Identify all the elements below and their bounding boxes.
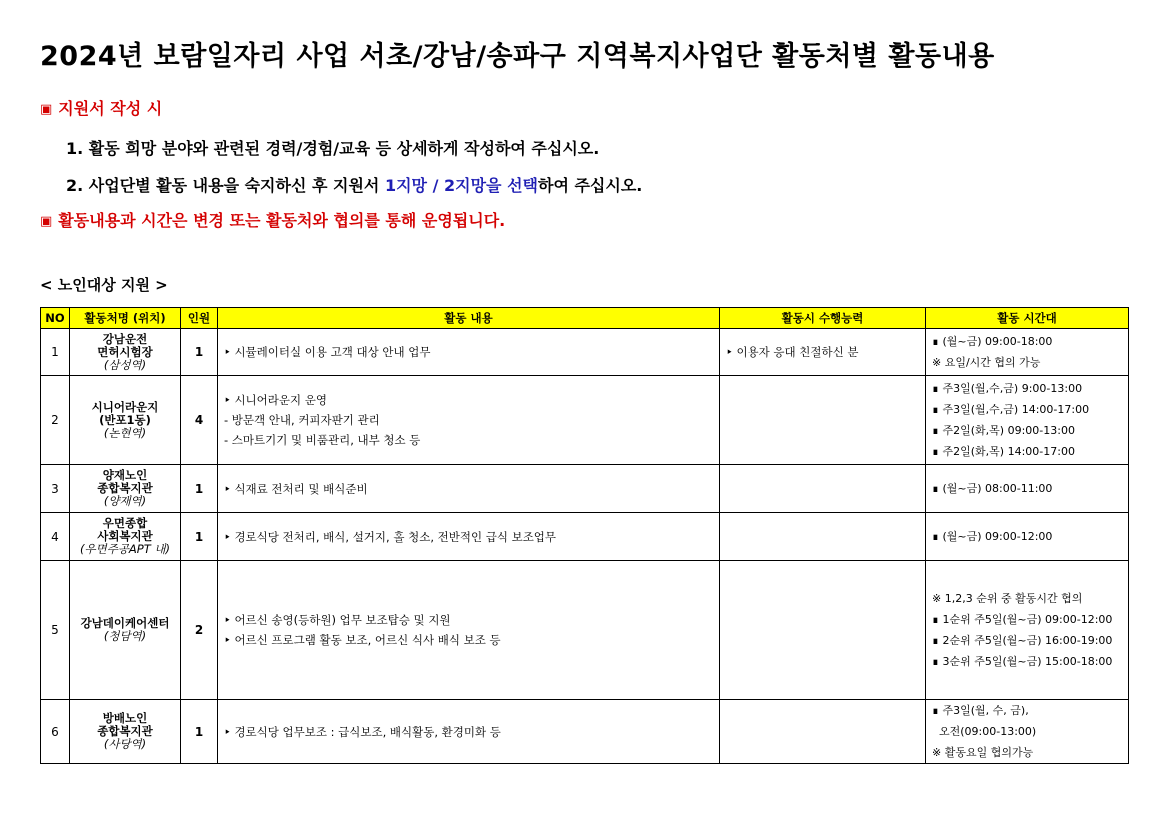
notice-section-change xyxy=(40,208,505,231)
place-name-line: 종합복지관 xyxy=(97,724,153,738)
row-activity xyxy=(218,700,720,764)
row-headcount: 1 xyxy=(181,329,218,376)
table-header-row xyxy=(41,308,1129,329)
table-row xyxy=(41,561,1129,700)
row-headcount: 4 xyxy=(181,376,218,465)
row-activity xyxy=(218,329,720,376)
row-ability xyxy=(720,700,926,764)
header-no: NO xyxy=(41,308,70,329)
row-activity xyxy=(218,465,720,513)
row-headcount: 1 xyxy=(181,700,218,764)
row-time xyxy=(926,376,1129,465)
row-ability: ‣ 이용자 응대 친절하신 분 xyxy=(720,329,926,376)
time-line: ∎ 3순위 주5일(월~금) 15:00-18:00 xyxy=(932,655,1113,668)
row-place xyxy=(70,561,181,700)
table-row xyxy=(41,376,1129,465)
activity-line: ‣ 경로식당 전처리, 배식, 설거지, 홀 청소, 전반적인 급식 보조업무 xyxy=(224,529,557,544)
row-time xyxy=(926,513,1129,561)
row-place xyxy=(70,376,181,465)
time-line: ∎ 주3일(월, 수, 금), xyxy=(932,704,1029,717)
notice-line-1: 1. 활동 희망 분야와 관련된 경력/경험/교육 등 상세하게 작성하여 주십시오. xyxy=(66,139,600,158)
row-time xyxy=(926,465,1129,513)
notice-line-2 xyxy=(66,173,642,196)
time-line: ∎ (월~금) 09:00-12:00 xyxy=(932,530,1053,543)
table-row xyxy=(41,513,1129,561)
place-name-line: 강남데이케어센터 xyxy=(80,616,170,630)
row-no: 4 xyxy=(41,513,70,561)
place-name-line: 방배노인 xyxy=(102,711,148,725)
place-name-line: 종합복지관 xyxy=(97,481,153,495)
place-name-line: 양재노인 xyxy=(102,468,148,482)
place-name-line: (반포1동) xyxy=(99,412,151,427)
row-activity xyxy=(218,513,720,561)
time-line: ∎ 주3일(월,수,금) 14:00-17:00 xyxy=(932,403,1090,416)
time-line: ∎ (월~금) 09:00-18:00 xyxy=(932,335,1053,348)
activity-line: - 스마트기기 및 비품관리, 내부 청소 등 xyxy=(224,433,421,447)
table-row xyxy=(41,465,1129,513)
notice-section-apply xyxy=(40,96,162,119)
place-name-line: 우면종합 xyxy=(102,516,148,530)
row-ability xyxy=(720,465,926,513)
time-line: ※ 활동요일 협의가능 xyxy=(932,746,1034,759)
header-time: 활동 시간대 xyxy=(926,308,1129,329)
time-line: 오전(09:00-13:00) xyxy=(932,725,1037,738)
notice-section-apply-label: 지원서 작성 시 xyxy=(58,99,163,118)
row-headcount: 1 xyxy=(181,465,218,513)
table-row xyxy=(41,329,1129,376)
place-name-line: 시니어라운지 xyxy=(91,399,159,414)
time-line: ∎ 주2일(화,목) 14:00-17:00 xyxy=(932,445,1075,458)
place-location: (논현역) xyxy=(103,425,147,440)
time-line: ∎ 1순위 주5일(월~금) 09:00-12:00 xyxy=(932,613,1113,626)
section-subheading: < 노인대상 지원 > xyxy=(40,276,168,294)
activity-line: ‣ 경로식당 업무보조 : 급식보조, 배식활동, 환경미화 등 xyxy=(224,724,501,739)
activity-table xyxy=(40,307,1129,764)
notice-line-2-post: 하여 주십시오. xyxy=(537,176,643,195)
place-name-line: 면허시험장 xyxy=(97,344,153,359)
row-ability xyxy=(720,561,926,700)
time-line: ※ 요일/시간 협의 가능 xyxy=(932,356,1041,369)
notice-line-2-pre: 2. 사업단별 활동 내용을 숙지하신 후 지원서 xyxy=(66,176,385,195)
header-activity: 활동 내용 xyxy=(218,308,720,329)
row-activity xyxy=(218,376,720,465)
place-location: (양재역) xyxy=(103,494,147,508)
header-ability: 활동시 수행능력 xyxy=(720,308,926,329)
time-line: ∎ (월~금) 08:00-11:00 xyxy=(932,482,1053,495)
row-place xyxy=(70,700,181,764)
row-ability xyxy=(720,376,926,465)
notice-section-change-label: 활동내용과 시간은 변경 또는 활동처와 협의를 통해 운영됩니다. xyxy=(58,211,506,230)
notice-line-2-highlight: 1지망 / 2지망을 선택 xyxy=(384,176,538,195)
page-title: 2024년 보람일자리 사업 서초/강남/송파구 지역복지사업단 활동처별 활동내용 xyxy=(40,41,995,72)
row-no: 1 xyxy=(41,329,70,376)
row-ability xyxy=(720,513,926,561)
place-name-line: 강남운전 xyxy=(102,331,148,346)
row-place xyxy=(70,329,181,376)
activity-line: ‣ 시뮬레이터실 이용 고객 대상 안내 업무 xyxy=(224,345,431,359)
row-time xyxy=(926,700,1129,764)
row-place xyxy=(70,465,181,513)
row-no: 5 xyxy=(41,561,70,700)
place-location: (사당역) xyxy=(103,737,147,751)
table-body xyxy=(41,329,1129,764)
place-name-line: 사회복지관 xyxy=(97,529,153,543)
row-place xyxy=(70,513,181,561)
row-no: 2 xyxy=(41,376,70,465)
activity-line: ‣ 어르신 송영(등하원) 업무 보조탑승 및 지원 xyxy=(224,613,451,627)
time-line: ∎ 주3일(월,수,금) 9:00-13:00 xyxy=(932,382,1083,395)
activity-line: - 방문객 안내, 커피자판기 관리 xyxy=(224,413,380,427)
place-location: (청담역) xyxy=(103,629,147,643)
time-line: ※ 1,2,3 순위 중 활동시간 협의 xyxy=(932,592,1083,605)
time-line: ∎ 2순위 주5일(월~금) 16:00-19:00 xyxy=(932,634,1113,647)
square-bullet-icon: ▣ xyxy=(40,102,53,117)
time-line: ∎ 주2일(화,목) 09:00-13:00 xyxy=(932,424,1075,437)
row-activity xyxy=(218,561,720,700)
row-time xyxy=(926,329,1129,376)
header-place: 활동처명 (위치) xyxy=(70,308,181,329)
activity-line: ‣ 식재료 전처리 및 배식준비 xyxy=(224,481,368,496)
row-no: 3 xyxy=(41,465,70,513)
row-headcount: 2 xyxy=(181,561,218,700)
place-location: (우면주공APT 내) xyxy=(80,542,170,556)
row-time xyxy=(926,561,1129,700)
activity-line: ‣ 어르신 프로그램 활동 보조, 어르신 식사 배식 보조 등 xyxy=(224,633,501,647)
row-headcount: 1 xyxy=(181,513,218,561)
place-location: (삼성역) xyxy=(103,357,147,372)
square-bullet-icon: ▣ xyxy=(40,214,53,229)
row-no: 6 xyxy=(41,700,70,764)
table-row xyxy=(41,700,1129,764)
header-count: 인원 xyxy=(181,308,218,329)
activity-line: ‣ 시니어라운지 운영 xyxy=(224,393,327,407)
